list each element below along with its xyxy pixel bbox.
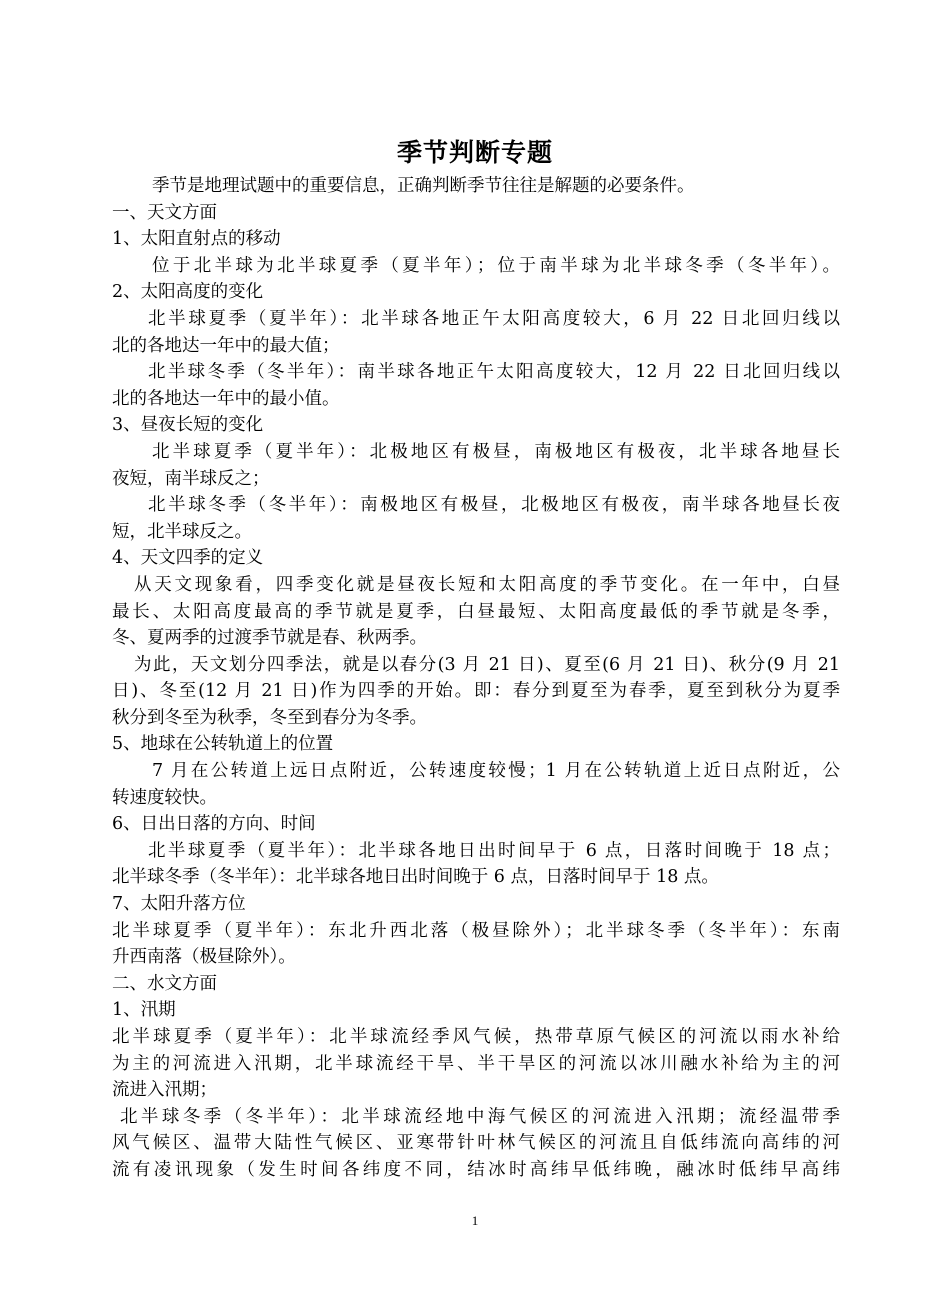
text-line: 秋分到冬至为秋季，冬至到春分为冬季。: [112, 707, 427, 728]
text-line: 北的各地达一年中的最大值；: [112, 335, 340, 356]
text-line: 北半球冬季（冬半年）：南半球各地正午太阳高度较大，12 月 22 日北回归线以: [148, 362, 840, 383]
text-line: 冬、夏两季的过渡季节就是春、秋两季。: [112, 628, 427, 649]
page-number: 1: [471, 1213, 479, 1228]
text-line: 北的各地达一年中的最小值。: [112, 388, 340, 409]
document-title: 季节判断专题: [396, 138, 553, 167]
text-line: 7 月在公转道上远日点附近，公转速度较慢；1 月在公转轨道上近日点附近，公: [152, 761, 840, 782]
text-line: 位于北半球为北半球夏季（夏半年）；位于南半球为北半球冬季（冬半年）。: [152, 255, 840, 276]
text-line: 北半球冬季（冬半年）：北半球各地日出时间晚于 6 点，日落时间早于 18 点。: [112, 867, 719, 888]
text-line: 升西南落（极昼除外）。: [112, 947, 296, 968]
text-line: 流进入汛期；: [112, 1080, 217, 1101]
text-line: 夜短，南半球反之；: [112, 468, 270, 489]
text-line: 北半球冬季（冬半年）：南极地区有极昼，北极地区有极夜，南半球各地昼长夜: [148, 495, 840, 516]
text-line: 2、太阳高度的变化: [112, 282, 264, 303]
text-line: 流有凌讯现象（发生时间各纬度不同，结冰时高纬早低纬晚，融冰时低纬早高纬: [112, 1159, 840, 1180]
text-line: 1、汛期: [112, 1000, 176, 1021]
text-line: 北半球夏季（夏半年）：北半球流经季风气候，热带草原气候区的河流以雨水补给: [112, 1027, 840, 1047]
text-line: 为主的河流进入汛期，北半球流经干旱、半干旱区的河流以冰川融水补给为主的河: [112, 1053, 840, 1074]
text-line: 二、水文方面: [112, 973, 217, 994]
text-line: 5、地球在公转轨道上的位置: [112, 734, 334, 755]
text-line: 最长、太阳高度最高的季节就是夏季，白昼最短、太阳高度最低的季节就是冬季，: [112, 601, 840, 622]
text-line: 从天文现象看，四季变化就是昼夜长短和太阳高度的季节变化。在一年中，白昼: [134, 574, 840, 595]
text-line: 北半球夏季（夏半年）：东北升西北落（极昼除外）；北半球冬季（冬半年）：东南: [112, 920, 840, 941]
text-line: 日)、冬至(12 月 21 日)作为四季的开始。即：春分到夏至为春季，夏至到秋分为夏季: [112, 681, 840, 702]
text-line: 北半球夏季（夏半年）：北半球各地正午太阳高度较大，6 月 22 日北回归线以: [148, 308, 840, 329]
text-line: 7、太阳升落方位: [112, 894, 246, 915]
text-line: 季节是地理试题中的重要信息，正确判断季节往往是解题的必要条件。: [152, 176, 695, 196]
text-line: 北半球冬季（冬半年）：北半球流经地中海气候区的河流进入汛期；流经温带季: [120, 1106, 840, 1127]
text-line: 为此，天文划分四季法，就是以春分(3 月 21 日)、夏至(6 月 21 日)、秋分(9 月 21: [134, 654, 840, 675]
text-line: 风气候区、温带大陆性气候区、亚寒带针叶林气候区的河流且自低纬流向高纬的河: [112, 1133, 840, 1154]
text-line: 短，北半球反之。: [112, 521, 252, 542]
text-line: 4、天文四季的定义: [112, 548, 264, 569]
document-body: [112, 173, 840, 1184]
text-line: 北半球夏季（夏半年）：北极地区有极昼，南极地区有极夜，北半球各地昼长: [152, 441, 840, 462]
text-line: 1、太阳直射点的移动: [112, 229, 281, 250]
text-line: 转速度较快。: [112, 787, 217, 808]
text-line: 3、昼夜长短的变化: [112, 415, 264, 436]
text-line: 北半球夏季（夏半年）：北半球各地日出时间早于 6 点，日落时间晚于 18 点；: [148, 840, 840, 861]
text-line: 一、天文方面: [112, 202, 217, 223]
text-line: 6、日出日落的方向、时间: [112, 814, 316, 835]
